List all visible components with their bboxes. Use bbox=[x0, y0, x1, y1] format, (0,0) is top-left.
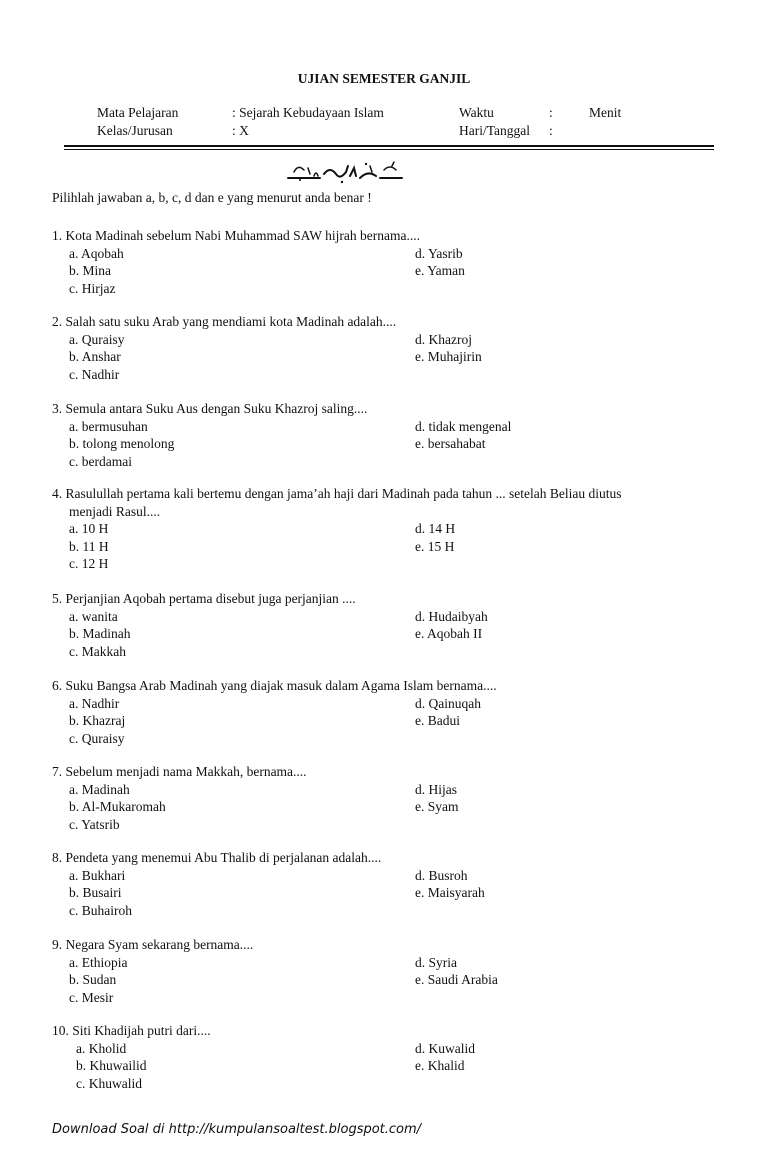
question-stem bbox=[52, 936, 714, 954]
option-d: d. Hijas bbox=[415, 781, 457, 797]
time-colon: : bbox=[549, 105, 553, 120]
question-number: 7. bbox=[52, 764, 63, 779]
question-number: 4. bbox=[52, 486, 63, 501]
option-a: a. wanita bbox=[69, 608, 118, 624]
question-text: Siti Khadijah putri dari.... bbox=[72, 1023, 211, 1038]
question-4 bbox=[52, 485, 714, 573]
class-value: : X bbox=[232, 123, 249, 138]
option-c: c. Quraisy bbox=[69, 730, 125, 746]
option-c: c. Hirjaz bbox=[69, 280, 116, 296]
option-b: b. Sudan bbox=[69, 972, 117, 987]
question-5 bbox=[52, 590, 714, 661]
option-a: a. Bukhari bbox=[69, 867, 126, 883]
option-a: a. 10 H bbox=[69, 521, 109, 536]
option-b: b. Anshar bbox=[69, 349, 121, 364]
question-number: 1. bbox=[52, 228, 63, 243]
question-text: Suku Bangsa Arab Madinah yang diajak masuk dalam Agama Islam bernama.... bbox=[65, 678, 497, 693]
question-6 bbox=[52, 677, 714, 748]
options bbox=[52, 331, 714, 384]
option-d: d. Khazroj bbox=[415, 331, 472, 347]
time-unit: Menit bbox=[589, 105, 622, 120]
question-stem-continued: menjadi Rasul.... bbox=[69, 503, 161, 519]
option-e: e. Khalid bbox=[415, 1058, 465, 1073]
header-divider-thick bbox=[64, 145, 714, 147]
question-stem bbox=[52, 227, 714, 245]
option-b: b. Mina bbox=[69, 263, 111, 278]
options bbox=[52, 520, 714, 573]
option-d: d. tidak mengenal bbox=[415, 418, 512, 434]
question-number: 5. bbox=[52, 591, 63, 606]
question-7 bbox=[52, 763, 714, 834]
option-e: e. Syam bbox=[415, 799, 459, 814]
options bbox=[52, 245, 714, 298]
option-c: c. Nadhir bbox=[69, 366, 120, 382]
option-b: b. Madinah bbox=[69, 626, 131, 641]
option-c: c. 12 H bbox=[69, 556, 109, 571]
question-8 bbox=[52, 849, 714, 920]
question-text: Semula antara Suku Aus dengan Suku Khazroj saling.... bbox=[65, 401, 368, 416]
option-e: e. 15 H bbox=[415, 538, 455, 554]
time-label: Waktu bbox=[459, 105, 494, 120]
header-divider-thin bbox=[64, 149, 714, 150]
option-c: c. Buhairoh bbox=[69, 902, 132, 918]
question-stem bbox=[52, 763, 714, 781]
question-number: 8. bbox=[52, 850, 63, 865]
date-label: Hari/Tanggal bbox=[459, 123, 531, 138]
option-c: c. Khuwalid bbox=[76, 1075, 142, 1091]
options bbox=[52, 781, 714, 834]
question-stem bbox=[52, 400, 714, 418]
question-text: Perjanjian Aqobah pertama disebut juga perjanjian .... bbox=[65, 591, 356, 606]
option-e: e. Yaman bbox=[415, 263, 465, 278]
question-number: 2. bbox=[52, 314, 63, 329]
option-b: b. 11 H bbox=[69, 538, 109, 554]
question-text: Rasulullah pertama kali bertemu dengan jama’ah haji dari Madinah pada tahun ... setelah Beliau diutus bbox=[65, 486, 622, 501]
question-stem bbox=[52, 849, 714, 867]
option-e: e. Aqobah II bbox=[415, 626, 483, 641]
question-number: 10. bbox=[52, 1023, 69, 1038]
options bbox=[52, 695, 714, 748]
options bbox=[52, 867, 714, 920]
option-d: d. Hudaibyah bbox=[415, 608, 488, 624]
question-2 bbox=[52, 313, 714, 384]
option-a: a. Kholid bbox=[76, 1040, 127, 1056]
option-a: a. Madinah bbox=[69, 781, 130, 797]
question-number: 6. bbox=[52, 678, 63, 693]
options bbox=[52, 954, 714, 1007]
option-b: b. Al-Mukaromah bbox=[69, 799, 166, 814]
option-d: d. Syria bbox=[415, 954, 457, 970]
options bbox=[52, 1040, 714, 1093]
option-a: a. Aqobah bbox=[69, 245, 124, 261]
question-stem bbox=[52, 677, 714, 695]
option-b: b. tolong menolong bbox=[69, 436, 175, 451]
page-title: UJIAN SEMESTER GANJIL bbox=[297, 71, 471, 86]
option-a: a. Quraisy bbox=[69, 331, 125, 347]
instruction-text: Pilihlah jawaban a, b, c, d dan e yang menurut anda benar ! bbox=[52, 190, 372, 205]
footer-download-note: Download Soal di http://kumpulansoaltest.blogspot.com/ bbox=[52, 1122, 422, 1137]
question-1 bbox=[52, 227, 714, 298]
question-text: Pendeta yang menemui Abu Thalib di perjalanan adalah.... bbox=[65, 850, 382, 865]
option-d: d. Kuwalid bbox=[415, 1040, 475, 1056]
option-b: b. Khazraj bbox=[69, 713, 126, 728]
option-a: a. Nadhir bbox=[69, 695, 120, 711]
class-label: Kelas/Jurusan bbox=[97, 123, 173, 138]
option-a: a. Ethiopia bbox=[69, 954, 128, 970]
question-stem bbox=[52, 590, 714, 608]
question-10 bbox=[52, 1022, 714, 1093]
option-b: b. Busairi bbox=[69, 885, 122, 900]
option-c: c. Yatsrib bbox=[69, 816, 120, 832]
option-e: e. Saudi Arabia bbox=[415, 972, 498, 987]
subject-label: Mata Pelajaran bbox=[97, 105, 179, 120]
question-text: Kota Madinah sebelum Nabi Muhammad SAW hijrah bernama.... bbox=[65, 228, 420, 243]
question-9 bbox=[52, 936, 714, 1007]
options bbox=[52, 418, 714, 471]
option-d: d. 14 H bbox=[415, 521, 456, 536]
options bbox=[52, 608, 714, 661]
question-3 bbox=[52, 400, 714, 471]
option-a: a. bermusuhan bbox=[69, 418, 148, 434]
question-stem bbox=[52, 313, 714, 331]
question-stem bbox=[52, 1022, 714, 1040]
basmalah-calligraphy-icon bbox=[284, 158, 404, 186]
question-number: 3. bbox=[52, 401, 63, 416]
question-stem bbox=[52, 485, 714, 503]
question-number: 9. bbox=[52, 937, 63, 952]
option-e: e. bersahabat bbox=[415, 436, 486, 451]
option-d: d. Yasrib bbox=[415, 245, 463, 261]
question-text: Negara Syam sekarang bernama.... bbox=[65, 937, 254, 952]
option-e: e. Badui bbox=[415, 713, 460, 728]
option-d: d. Busroh bbox=[415, 867, 468, 883]
question-text: Sebelum menjadi nama Makkah, bernama.... bbox=[65, 764, 307, 779]
option-c: c. berdamai bbox=[69, 453, 132, 469]
option-d: d. Qainuqah bbox=[415, 695, 481, 711]
date-colon: : bbox=[549, 123, 553, 138]
option-c: c. Makkah bbox=[69, 643, 126, 659]
question-text: Salah satu suku Arab yang mendiami kota Madinah adalah.... bbox=[65, 314, 397, 329]
option-e: e. Muhajirin bbox=[415, 349, 482, 364]
option-c: c. Mesir bbox=[69, 989, 114, 1005]
option-e: e. Maisyarah bbox=[415, 885, 485, 900]
subject-value: : Sejarah Kebudayaan Islam bbox=[232, 105, 384, 120]
option-b: b. Khuwailid bbox=[76, 1058, 147, 1073]
